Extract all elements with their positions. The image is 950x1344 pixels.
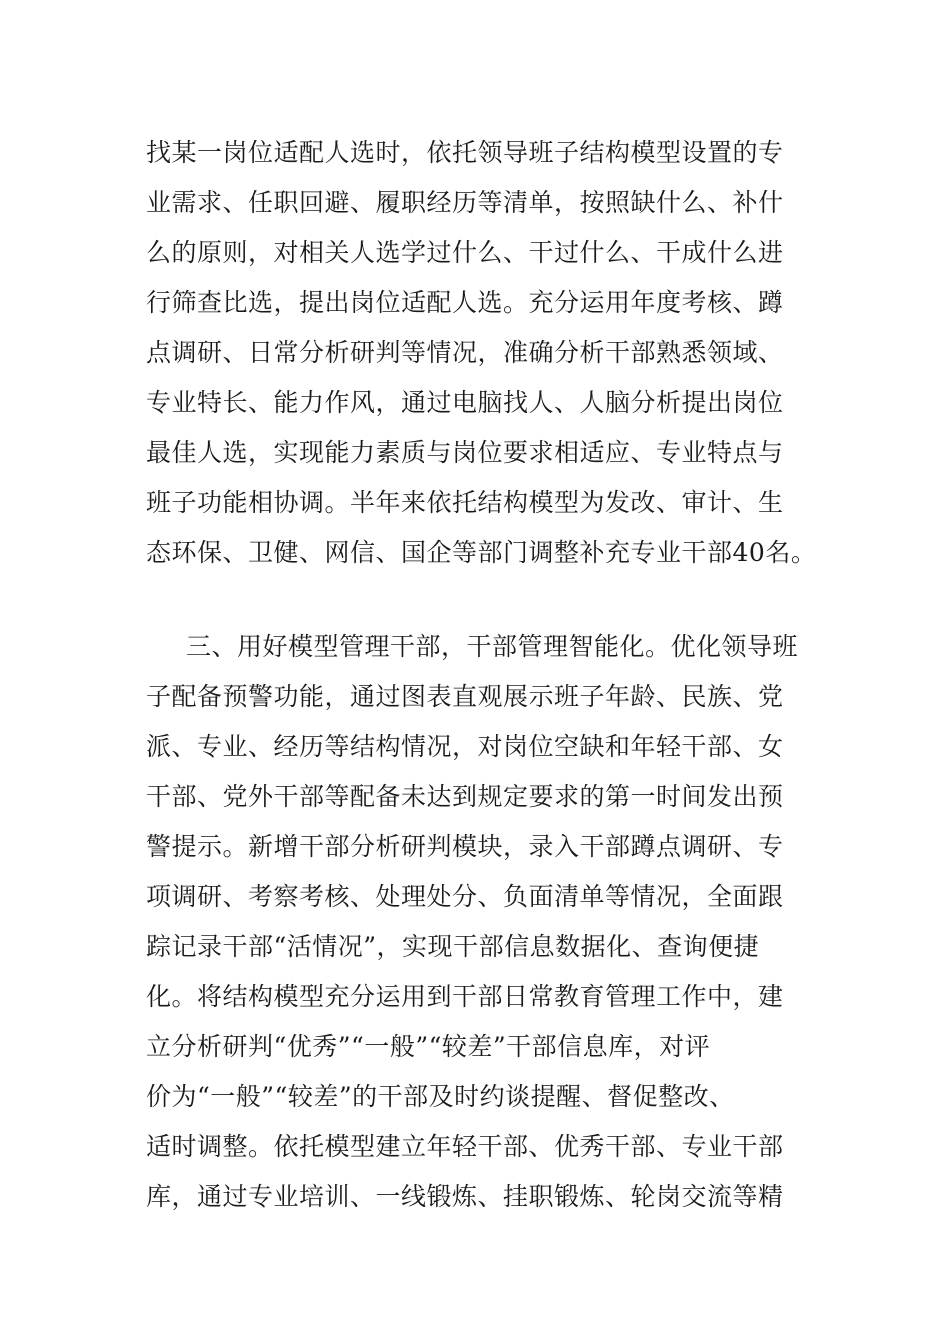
paragraph-line: 最佳人选，实现能力素质与岗位要求相适应、专业特点与: [146, 438, 784, 467]
paragraph-line: 行筛查比选，提出岗位适配人选。充分运用年度考核、蹲: [146, 288, 784, 317]
paragraph-line: 警提示。新增干部分析研判模块，录入干部蹲点调研、专: [146, 832, 784, 861]
paragraph-line: 立分析研判“优秀”“一般”“较差”干部信息库，对评: [146, 1032, 711, 1061]
paragraph-line: 价为“一般”“较差”的干部及时约谈提醒、督促整改、: [146, 1082, 735, 1111]
paragraph-line: 点调研、日常分析研判等情况，准确分析干部熟悉领域、: [146, 338, 784, 367]
paragraph-line: 么的原则，对相关人选学过什么、干过什么、干成什么进: [146, 238, 784, 267]
paragraph-line: 派、专业、经历等结构情况，对岗位空缺和年轻干部、女: [146, 732, 784, 761]
paragraph-line: 班子功能相协调。半年来依托结构模型为发改、审计、生: [146, 488, 784, 517]
paragraph-line: 找某一岗位适配人选时，依托领导班子结构模型设置的专: [146, 138, 784, 167]
paragraph-line: 业需求、任职回避、履职经历等清单，按照缺什么、补什: [146, 188, 784, 217]
paragraph-line: 踪记录干部“活情况”，实现干部信息数据化、查询便捷: [146, 932, 760, 961]
paragraph-line: 干部、党外干部等配备未达到规定要求的第一时间发出预: [146, 782, 784, 811]
paragraph-line: 库，通过专业培训、一线锻炼、挂职锻炼、轮岗交流等精: [146, 1182, 784, 1211]
paragraph-line: 子配备预警功能，通过图表直观展示班子年龄、民族、党: [146, 682, 784, 711]
paragraph-line: 项调研、考察考核、处理处分、负面清单等情况，全面跟: [146, 882, 784, 911]
paragraph-line: 态环保、卫健、网信、国企等部门调整补充专业干部40名。: [146, 538, 817, 567]
paragraph-line: 适时调整。依托模型建立年轻干部、优秀干部、专业干部: [146, 1132, 784, 1161]
paragraph-line: 专业特长、能力作风，通过电脑找人、人脑分析提出岗位: [146, 388, 784, 417]
paragraph-line: 化。将结构模型充分运用到干部日常教育管理工作中，建: [146, 982, 784, 1011]
paragraph-first-line: 三、用好模型管理干部，干部管理智能化。优化领导班: [186, 632, 799, 661]
